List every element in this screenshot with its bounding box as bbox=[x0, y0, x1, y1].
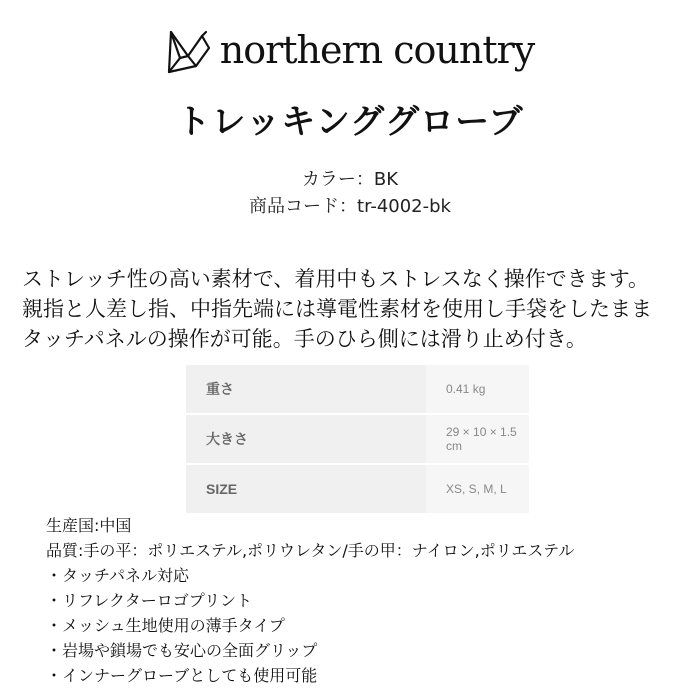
feature-item: ・タッチパネル対応 bbox=[46, 566, 190, 585]
description-line: タッチパネルの操作が可能。手のひら側には滑り止め付き。 bbox=[22, 327, 587, 351]
product-title: トレッキンググローブ bbox=[176, 102, 524, 142]
feature-item: ・インナーグローブとしても使用可能 bbox=[46, 666, 318, 685]
feature-item: ・リフレクターロゴプリント bbox=[46, 591, 253, 610]
feature-item: ・メッシュ生地使用の薄手タイプ bbox=[46, 616, 285, 635]
spec-row-weight bbox=[186, 365, 529, 414]
origin-line: 生産国:中国 bbox=[46, 516, 132, 535]
spec-label: SIZE bbox=[186, 464, 426, 513]
color-line: カラー：BK bbox=[301, 169, 399, 190]
spec-label: 重さ bbox=[186, 365, 426, 414]
spec-row-size bbox=[186, 464, 529, 513]
product-description bbox=[22, 264, 682, 354]
brand-name: northern country bbox=[219, 28, 535, 72]
spec-value: XS, S, M, L bbox=[426, 464, 529, 513]
product-meta bbox=[0, 166, 700, 220]
description-line: 親指と人差し指、中指先端には導電性素材を使用し手袋をしたまま bbox=[22, 297, 652, 321]
material-line: 品質:手の平：ポリエステル,ポリウレタン/手の甲：ナイロン,ポリエステル bbox=[46, 541, 575, 560]
spec-table bbox=[186, 365, 529, 513]
product-code-line: 商品コード：tr-4002-bk bbox=[249, 196, 451, 217]
spec-value: 0.41 kg bbox=[426, 365, 529, 414]
feature-item: ・岩場や鎖場でも安心の全面グリップ bbox=[46, 641, 318, 660]
brand-logo bbox=[0, 24, 700, 80]
spec-row-dimensions bbox=[186, 414, 529, 464]
description-line: ストレッチ性の高い素材で、着用中もストレスなく操作できます。 bbox=[22, 267, 650, 291]
spec-label: 大きさ bbox=[186, 414, 426, 464]
paper-crane-icon bbox=[166, 28, 212, 76]
spec-value: 29 × 10 × 1.5 cm bbox=[426, 414, 529, 464]
product-details bbox=[46, 513, 686, 688]
